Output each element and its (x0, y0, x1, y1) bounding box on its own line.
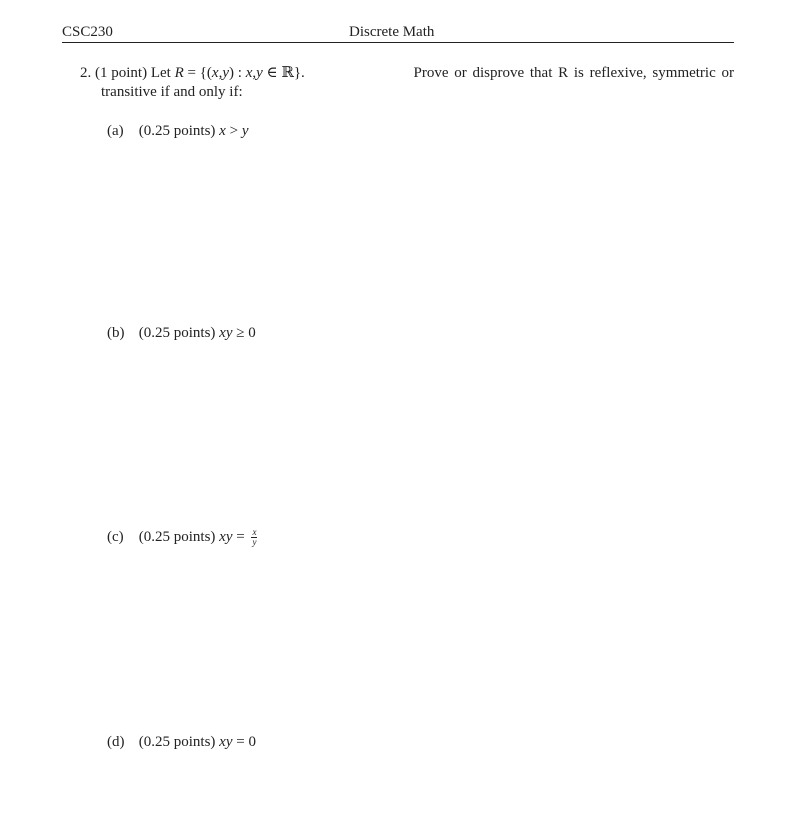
course-code: CSC230 (62, 24, 113, 40)
fraction (251, 528, 257, 547)
part-label: (d) (107, 734, 125, 750)
set-close: }. (293, 65, 305, 81)
part-rhs: 0 (248, 734, 256, 750)
part-rhs: 0 (248, 325, 256, 341)
part-b (107, 323, 256, 343)
part-operator: > (229, 123, 239, 139)
part-lhs: xy (219, 734, 233, 750)
reals-symbol: ℝ (281, 65, 294, 81)
relation-variable: R (174, 65, 184, 81)
part-label: (a) (107, 123, 124, 139)
problem-number: 2. (80, 65, 92, 81)
part-lhs: xy (219, 325, 233, 341)
part-label: (b) (107, 325, 125, 341)
set-open: {( (199, 65, 212, 81)
course-subject: Discrete Math (349, 24, 435, 40)
fraction-denominator: y (252, 537, 257, 548)
set-comma: , (218, 65, 223, 81)
part-points: (0.25 points) (138, 123, 216, 139)
header-divider (62, 42, 734, 43)
part-operator: = (236, 734, 245, 750)
part-d (107, 732, 256, 752)
part-operator: = (236, 529, 245, 545)
fraction-numerator: x (252, 527, 257, 538)
part-rhs: y (241, 123, 249, 139)
part-lhs: x (219, 123, 226, 139)
problem-statement (80, 64, 734, 102)
set-y: y (222, 65, 230, 81)
set-definition (200, 65, 305, 81)
problem-statement-text: Prove or disprove that R is reflexive, symmetric or (413, 65, 734, 81)
set-x: x (211, 65, 219, 81)
domain-y: y (256, 65, 263, 81)
equals-sign: = (187, 65, 196, 81)
part-label: (c) (107, 529, 124, 545)
element-of-symbol: ∈ (266, 65, 278, 81)
problem-let: Let (150, 65, 171, 81)
domain-x: x (245, 65, 253, 81)
part-points: (0.25 points) (138, 325, 216, 341)
part-operator: ≥ (236, 325, 245, 341)
part-c (107, 527, 257, 547)
problem-line-1 (80, 64, 734, 83)
part-points: (0.25 points) (138, 734, 216, 750)
part-lhs: xy (219, 529, 233, 545)
part-a (107, 121, 248, 141)
problem-points: (1 point) (95, 65, 148, 81)
set-colon: ) : (229, 65, 242, 81)
domain-comma: , (252, 65, 257, 81)
problem-intro (80, 64, 305, 83)
problem-line-2: transitive if and only if: (101, 84, 243, 100)
part-points: (0.25 points) (138, 529, 216, 545)
